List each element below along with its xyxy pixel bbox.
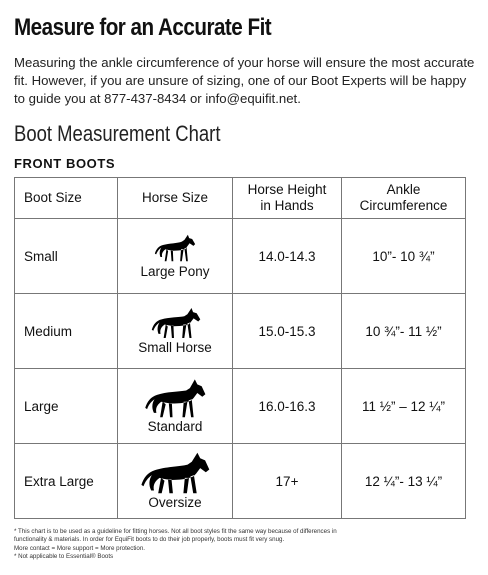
section-title-front-boots: FRONT BOOTS	[14, 156, 116, 171]
table-row	[15, 294, 466, 369]
header-horse-height-line1: Horse Height	[247, 182, 327, 197]
footnote-line: More contact = More support = More protection.	[14, 544, 146, 552]
horse-silhouette-medium-icon	[149, 307, 201, 339]
horse-size-label: Small Horse	[138, 340, 212, 355]
header-boot-size: Boot Size	[15, 178, 118, 219]
table-row	[15, 369, 466, 444]
horse-silhouette-xlarge-icon	[139, 452, 211, 494]
table-row	[15, 219, 466, 294]
footnotes	[14, 528, 474, 562]
cell-boot-size: Large	[15, 369, 118, 444]
header-ankle-circumference	[342, 178, 466, 219]
boot-measurement-table	[14, 177, 466, 519]
header-horse-size: Horse Size	[118, 178, 233, 219]
footnote-line: * This chart is to be used as a guideline for fitting horses. Not all boot styles fit the same way because of differences in	[14, 528, 337, 535]
cell-horse-size	[118, 219, 233, 294]
table-row	[15, 444, 466, 519]
cell-height: 17+	[233, 444, 342, 519]
header-ankle-line2: Circumference	[359, 198, 448, 213]
cell-ankle: 11 ½” – 12 ¼”	[342, 369, 466, 444]
cell-height: 15.0-15.3	[233, 294, 342, 369]
cell-boot-size: Medium	[15, 294, 118, 369]
horse-silhouette-large-icon	[144, 378, 206, 418]
cell-horse-size	[118, 369, 233, 444]
footnote-line: * Not applicable to Essential® Boots	[14, 553, 114, 561]
page-title: Measure for an Accurate Fit	[14, 14, 272, 41]
header-ankle-line1: Ankle	[386, 182, 421, 197]
chart-title: Boot Measurement Chart	[14, 121, 221, 146]
header-horse-height	[233, 178, 342, 219]
horse-silhouette-small-icon	[153, 233, 197, 263]
footnote-line: functionality & materials. In order for EquiFit boots to do their job properly, boots must fit very snug.	[14, 536, 285, 544]
header-horse-height-line2: in Hands	[260, 198, 314, 213]
cell-ankle: 10 ¾”- 11 ½”	[342, 294, 466, 369]
table-header-row	[15, 178, 466, 219]
cell-height: 16.0-16.3	[233, 369, 342, 444]
cell-horse-size	[118, 294, 233, 369]
intro-paragraph: Measuring the ankle circumference of your horse will ensure the most accurate fit. However, if you are unsure of sizing, one of our Boot Experts will be happy to guide you at 877-437-8434 or info@equifit.net.	[14, 55, 475, 106]
cell-boot-size: Small	[15, 219, 118, 294]
cell-ankle: 10”- 10 ¾”	[342, 219, 466, 294]
horse-size-label: Standard	[147, 419, 203, 434]
cell-ankle: 12 ¼”- 13 ¼”	[342, 444, 466, 519]
cell-height: 14.0-14.3	[233, 219, 342, 294]
cell-boot-size: Extra Large	[15, 444, 118, 519]
horse-size-label: Oversize	[148, 495, 202, 510]
horse-size-label: Large Pony	[140, 264, 210, 279]
cell-horse-size	[118, 444, 233, 519]
